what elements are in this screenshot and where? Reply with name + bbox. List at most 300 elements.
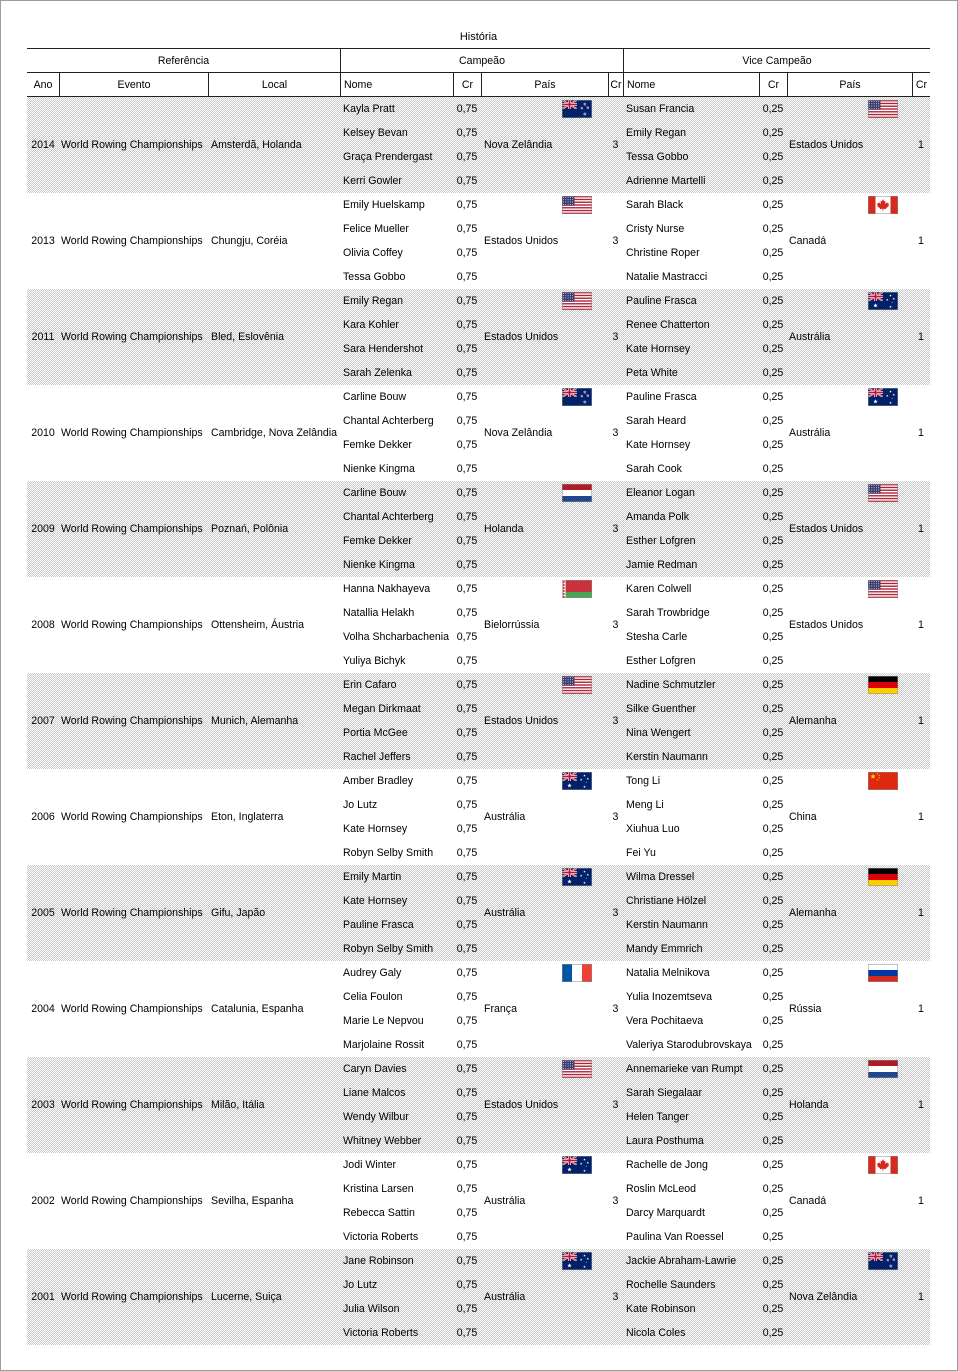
- runner-up-country-cell: [787, 769, 912, 865]
- runner-up-crew-name: Susan Francia: [626, 103, 695, 115]
- runner-up-total-cr: 1: [918, 811, 924, 823]
- champion-country: Austrália: [484, 1195, 526, 1207]
- runner-up-crew-name: Tong Li: [626, 775, 661, 787]
- france-flag-icon: [562, 964, 592, 982]
- runner-up-country-cell: [787, 289, 912, 385]
- champion-crew-name: Whitney Webber: [343, 1135, 422, 1147]
- australia-flag-icon: [868, 388, 898, 406]
- champion-crew-cr: 0,75: [456, 439, 478, 451]
- year-group: [27, 769, 930, 865]
- champion-crew-cr: 0,75: [456, 1063, 478, 1075]
- runner-up-country-cell: [787, 577, 912, 673]
- runner-up-crew-cr: 0,25: [762, 391, 784, 403]
- runner-up-crew-cr: 0,25: [762, 631, 784, 643]
- champion-crew-cr: 0,75: [456, 1255, 478, 1267]
- champion-total-cr: 3: [612, 1003, 619, 1015]
- runner-up-crew-cr: 0,25: [762, 319, 784, 331]
- champion-country-cell: [481, 1153, 608, 1249]
- champion-crew-cr: 0,75: [456, 487, 478, 499]
- runner-up-group-header: Vice Campeão: [623, 49, 930, 72]
- champion-crew-cr: 0,75: [456, 679, 478, 691]
- location-cell: Munich, Alemanha: [211, 715, 299, 727]
- location-cell: Amsterdã, Holanda: [211, 139, 302, 151]
- champion-crew-name: Emily Martin: [343, 871, 402, 883]
- champion-country: Estados Unidos: [484, 1099, 559, 1111]
- runner-up-crew-name: Silke Guenther: [626, 703, 697, 715]
- event-cell: World Rowing Championships: [61, 235, 203, 247]
- champion-country-cell: [481, 961, 608, 1057]
- year-cell: 2002: [31, 1195, 55, 1207]
- champion-country-cell: [481, 193, 608, 289]
- united-states-flag-icon: [868, 100, 898, 118]
- runner-up-crew-cr: 0,25: [762, 655, 784, 667]
- runner-up-crew-cr: 0,25: [762, 1207, 784, 1219]
- header-group-row: [27, 49, 930, 73]
- runner-up-crew-cr: 0,25: [762, 1015, 784, 1027]
- champion-crew-cr: 0,75: [456, 1111, 478, 1123]
- united-states-flag-icon: [868, 580, 898, 598]
- champion-crew-name: Volha Shcharbachenia: [343, 631, 450, 643]
- champion-crew-cr: 0,75: [456, 511, 478, 523]
- runner-up-crew-name: Emily Regan: [626, 127, 687, 139]
- champion-crew-name: Natallia Helakh: [343, 607, 415, 619]
- runner-up-country: Holanda: [789, 1099, 829, 1111]
- runner-up-total-cr-column-header: Cr: [912, 73, 930, 96]
- champion-crew-cr: 0,75: [456, 607, 478, 619]
- champion-crew-name: Portia McGee: [343, 727, 408, 739]
- runner-up-crew-name: Sarah Trowbridge: [626, 607, 710, 619]
- champion-crew-cr: 0,75: [456, 103, 478, 115]
- champion-crew-name: Femke Dekker: [343, 535, 412, 547]
- runner-up-crew-name: Jackie Abraham-Lawrie: [626, 1255, 737, 1267]
- champion-total-cr: 3: [612, 907, 619, 919]
- location-cell: Ottensheim, Áustria: [211, 619, 305, 631]
- champion-crew-cr: 0,75: [456, 1135, 478, 1147]
- runner-up-name-column-header: Nome: [623, 73, 759, 96]
- runner-up-crew-cr: 0,25: [762, 871, 784, 883]
- champion-crew-cr: 0,75: [456, 727, 478, 739]
- champion-crew-name: Megan Dirkmaat: [343, 703, 421, 715]
- runner-up-crew-cr: 0,25: [762, 1111, 784, 1123]
- event-cell: World Rowing Championships: [61, 1291, 203, 1303]
- year-group: [27, 1153, 930, 1249]
- champion-crew-cr: 0,75: [456, 1207, 478, 1219]
- runner-up-crew-cr: 0,25: [762, 487, 784, 499]
- location-cell: Eton, Inglaterra: [211, 811, 284, 823]
- runner-up-crew-name: Nicola Coles: [626, 1327, 686, 1339]
- champion-crew-cr: 0,75: [456, 1327, 478, 1339]
- champion-crew-name: Celia Foulon: [343, 991, 403, 1003]
- champion-total-cr: 3: [612, 523, 619, 535]
- champion-country-cell: [481, 97, 608, 193]
- champion-country-cell: [481, 769, 608, 865]
- champion-total-cr-column-header: Cr: [608, 73, 623, 96]
- champion-crew-cr: 0,75: [456, 1015, 478, 1027]
- location-cell: Sevilha, Espanha: [211, 1195, 294, 1207]
- runner-up-crew-cr: 0,25: [762, 127, 784, 139]
- event-cell: World Rowing Championships: [61, 427, 203, 439]
- event-cell: World Rowing Championships: [61, 715, 203, 727]
- runner-up-crew-cr: 0,25: [762, 775, 784, 787]
- china-flag-icon: [868, 772, 898, 790]
- champion-country-cell: [481, 481, 608, 577]
- year-cell: 2008: [31, 619, 55, 631]
- champion-crew-cr: 0,75: [456, 775, 478, 787]
- runner-up-crew-cr: 0,25: [762, 343, 784, 355]
- runner-up-crew-name: Helen Tanger: [626, 1111, 689, 1123]
- new-zealand-flag-icon: [562, 100, 592, 118]
- champion-country: Austrália: [484, 811, 526, 823]
- champion-country: Holanda: [484, 523, 524, 535]
- runner-up-crew-cr: 0,25: [762, 367, 784, 379]
- champion-crew-name: Carline Bouw: [343, 487, 407, 499]
- event-cell: World Rowing Championships: [61, 1195, 203, 1207]
- runner-up-country: Alemanha: [789, 715, 837, 727]
- champion-crew-name: Chantal Achterberg: [343, 415, 434, 427]
- runner-up-crew-name: Amanda Polk: [626, 511, 690, 523]
- champion-crew-cr: 0,75: [456, 535, 478, 547]
- champion-crew-name: Kelsey Bevan: [343, 127, 408, 139]
- runner-up-crew-name: Roslin McLeod: [626, 1183, 697, 1195]
- champion-crew-name: Marie Le Nepvou: [343, 1015, 424, 1027]
- champion-crew-cr: 0,75: [456, 367, 478, 379]
- year-cell: 2006: [31, 811, 55, 823]
- runner-up-total-cr: 1: [918, 715, 924, 727]
- runner-up-crew-cr: 0,25: [762, 559, 784, 571]
- champion-crew-cr: 0,75: [456, 871, 478, 883]
- runner-up-crew-cr: 0,25: [762, 823, 784, 835]
- champion-crew-cr: 0,75: [456, 895, 478, 907]
- runner-up-crew-cr: 0,25: [762, 415, 784, 427]
- location-column-header: Local: [208, 73, 340, 96]
- champion-country: Bielorrússia: [484, 619, 540, 631]
- runner-up-country-cell: [787, 865, 912, 961]
- location-cell: Bled, Eslovênia: [211, 331, 285, 343]
- runner-up-crew-name: Vera Pochitaeva: [626, 1015, 704, 1027]
- champion-total-cr: 3: [612, 1195, 619, 1207]
- champion-crew-cr: 0,75: [456, 1087, 478, 1099]
- runner-up-crew-name: Esther Lofgren: [626, 655, 696, 667]
- runner-up-crew-name: Mandy Emmrich: [626, 943, 703, 955]
- reference-group-header: Referência: [157, 54, 210, 67]
- location-cell: Chungju, Coréia: [211, 235, 288, 247]
- year-group: [27, 97, 930, 193]
- runner-up-country: China: [789, 811, 817, 823]
- runner-up-crew-cr: 0,25: [762, 607, 784, 619]
- champion-total-cr: 3: [612, 1291, 619, 1303]
- champion-crew-name: Julia Wilson: [343, 1303, 400, 1315]
- united-states-flag-icon: [868, 484, 898, 502]
- champion-crew-cr: 0,75: [456, 967, 478, 979]
- runner-up-country-cell: [787, 97, 912, 193]
- runner-up-crew-name: Yulia Inozemtseva: [626, 991, 712, 1003]
- champion-crew-cr: 0,75: [456, 823, 478, 835]
- champion-crew-cr: 0,75: [456, 175, 478, 187]
- champion-country: Nova Zelândia: [484, 427, 553, 439]
- runner-up-crew-cr: 0,25: [762, 535, 784, 547]
- united-states-flag-icon: [562, 1060, 592, 1078]
- champion-country: Austrália: [484, 907, 526, 919]
- runner-up-crew-name: Karen Colwell: [626, 583, 692, 595]
- runner-up-crew-name: Pauline Frasca: [626, 391, 697, 403]
- runner-up-crew-name: Christine Roper: [626, 247, 700, 259]
- champion-crew-name: Robyn Selby Smith: [343, 943, 434, 955]
- year-group: [27, 481, 930, 577]
- champion-crew-name: Liane Malcos: [343, 1087, 406, 1099]
- location-cell: Gifu, Japão: [211, 907, 266, 919]
- event-cell: World Rowing Championships: [61, 331, 203, 343]
- runner-up-crew-cr: 0,25: [762, 1327, 784, 1339]
- champion-total-cr: 3: [612, 139, 619, 151]
- runner-up-crew-cr: 0,25: [762, 295, 784, 307]
- champion-crew-cr: 0,75: [456, 223, 478, 235]
- new-zealand-flag-icon: [868, 1252, 898, 1270]
- champion-crew-name: Nienke Kingma: [343, 559, 415, 571]
- year-cell: 2007: [31, 715, 55, 727]
- champion-crew-name: Tessa Gobbo: [343, 271, 406, 283]
- runner-up-country: Canadá: [789, 235, 827, 247]
- runner-up-crew-cr: 0,25: [762, 943, 784, 955]
- runner-up-crew-cr: 0,25: [762, 1159, 784, 1171]
- year-cell: 2003: [31, 1099, 55, 1111]
- champion-crew-name: Felice Mueller: [343, 223, 409, 235]
- champion-country: Nova Zelândia: [484, 139, 553, 151]
- champion-crew-cr: 0,75: [456, 343, 478, 355]
- champion-crew-name: Victoria Roberts: [343, 1231, 419, 1243]
- year-group: [27, 673, 930, 769]
- champion-total-cr: 3: [612, 619, 619, 631]
- runner-up-total-cr: 1: [918, 907, 924, 919]
- runner-up-crew-name: Sarah Cook: [626, 463, 682, 475]
- champion-country: Estados Unidos: [484, 331, 559, 343]
- runner-up-crew-name: Kerstin Naumann: [626, 751, 708, 763]
- champion-total-cr: 3: [612, 331, 619, 343]
- champion-crew-name: Kara Kohler: [343, 319, 399, 331]
- runner-up-crew-cr: 0,25: [762, 439, 784, 451]
- champion-crew-cr: 0,75: [456, 1039, 478, 1051]
- event-cell: World Rowing Championships: [61, 619, 203, 631]
- champion-crew-name: Kate Hornsey: [343, 823, 408, 835]
- champion-crew-name: Erin Cafaro: [343, 679, 397, 691]
- year-column-header: Ano: [33, 78, 53, 91]
- location-cell: Cambridge, Nova Zelândia: [211, 427, 338, 439]
- runner-up-crew-name: Kate Robinson: [626, 1303, 696, 1315]
- australia-flag-icon: [562, 1156, 592, 1174]
- event-column-header: Evento: [59, 73, 208, 96]
- champion-crew-name: Caryn Davies: [343, 1063, 407, 1075]
- champion-crew-name: Chantal Achterberg: [343, 511, 434, 523]
- champion-crew-name: Carline Bouw: [343, 391, 407, 403]
- runner-up-total-cr: 1: [918, 1003, 924, 1015]
- runner-up-crew-cr: 0,25: [762, 679, 784, 691]
- event-cell: World Rowing Championships: [61, 1003, 203, 1015]
- netherlands-flag-icon: [868, 1060, 898, 1078]
- runner-up-crew-cr: 0,25: [762, 511, 784, 523]
- champion-crew-name: Jo Lutz: [343, 1279, 378, 1291]
- runner-up-crew-name: Rachelle de Jong: [626, 1159, 708, 1171]
- champion-crew-name: Olivia Coffey: [343, 247, 403, 259]
- event-cell: World Rowing Championships: [61, 811, 203, 823]
- russia-flag-icon: [868, 964, 898, 982]
- year-cell: 2009: [31, 523, 55, 535]
- champion-country-cell: [481, 385, 608, 481]
- new-zealand-flag-icon: [562, 388, 592, 406]
- champion-crew-cr: 0,75: [456, 847, 478, 859]
- table-header: [27, 48, 930, 97]
- year-cell: 2014: [31, 139, 55, 151]
- runner-up-crew-cr: 0,25: [762, 1183, 784, 1195]
- champion-country-column-header: País: [481, 73, 608, 96]
- champion-crew-name: Amber Bradley: [343, 775, 414, 787]
- runner-up-crew-name: Christiane Hölzel: [626, 895, 707, 907]
- runner-up-crew-cr: 0,25: [762, 247, 784, 259]
- canada-flag-icon: [868, 1156, 898, 1174]
- champion-total-cr: 3: [612, 427, 619, 439]
- runner-up-country-cell: [787, 961, 912, 1057]
- year-cell: 2010: [31, 427, 55, 439]
- runner-up-crew-name: Darcy Marquardt: [626, 1207, 705, 1219]
- champion-crew-name: Kate Hornsey: [343, 895, 408, 907]
- champion-country: Estados Unidos: [484, 235, 559, 247]
- runner-up-crew-cr: 0,25: [762, 1255, 784, 1267]
- runner-up-total-cr: 1: [918, 331, 924, 343]
- runner-up-crew-cr: 0,25: [762, 751, 784, 763]
- runner-up-crew-cr: 0,25: [762, 583, 784, 595]
- champion-crew-name: Jane Robinson: [343, 1255, 414, 1267]
- runner-up-crew-cr: 0,25: [762, 1279, 784, 1291]
- runner-up-country: Canadá: [789, 1195, 827, 1207]
- champion-crew-name: Emily Regan: [343, 295, 404, 307]
- runner-up-total-cr: 1: [918, 1195, 924, 1207]
- champion-crew-cr: 0,75: [456, 199, 478, 211]
- year-group: [27, 289, 930, 385]
- runner-up-crew-name: Meng Li: [626, 799, 664, 811]
- champion-crew-name: Robyn Selby Smith: [343, 847, 434, 859]
- champion-crew-cr: 0,75: [456, 799, 478, 811]
- runner-up-country: Nova Zelândia: [789, 1291, 858, 1303]
- runner-up-crew-name: Cristy Nurse: [626, 223, 685, 235]
- champion-country-cell: [481, 865, 608, 961]
- champion-country: Estados Unidos: [484, 715, 559, 727]
- runner-up-crew-cr: 0,25: [762, 895, 784, 907]
- event-cell: World Rowing Championships: [61, 1099, 203, 1111]
- runner-up-crew-cr: 0,25: [762, 967, 784, 979]
- runner-up-crew-cr: 0,25: [762, 1231, 784, 1243]
- location-cell: Poznań, Polônia: [211, 523, 289, 535]
- runner-up-crew-name: Rochelle Saunders: [626, 1279, 716, 1291]
- runner-up-country: Estados Unidos: [789, 523, 864, 535]
- runner-up-crew-cr: 0,25: [762, 1087, 784, 1099]
- champion-crew-cr: 0,75: [456, 1231, 478, 1243]
- runner-up-crew-cr: 0,25: [762, 727, 784, 739]
- champion-crew-name: Graça Prendergast: [343, 151, 433, 163]
- runner-up-crew-name: Kate Hornsey: [626, 439, 691, 451]
- runner-up-country-cell: [787, 1057, 912, 1153]
- runner-up-crew-cr: 0,25: [762, 103, 784, 115]
- champion-crew-name: Kayla Pratt: [343, 103, 395, 115]
- runner-up-crew-cr: 0,25: [762, 991, 784, 1003]
- champion-crew-cr: 0,75: [456, 919, 478, 931]
- champion-crew-name: Jodi Winter: [343, 1159, 396, 1171]
- united-states-flag-icon: [562, 196, 592, 214]
- year-group: [27, 961, 930, 1057]
- year-group: [27, 1057, 930, 1153]
- champion-crew-cr: 0,75: [456, 271, 478, 283]
- runner-up-crew-cr: 0,25: [762, 175, 784, 187]
- champion-country-cell: [481, 1249, 608, 1345]
- runner-up-crew-cr: 0,25: [762, 1303, 784, 1315]
- runner-up-country: Estados Unidos: [789, 139, 864, 151]
- year-cell: 2004: [31, 1003, 55, 1015]
- year-cell: 2001: [31, 1291, 55, 1303]
- champion-crew-cr: 0,75: [456, 391, 478, 403]
- runner-up-crew-name: Pauline Frasca: [626, 295, 697, 307]
- champion-crew-name: Pauline Frasca: [343, 919, 414, 931]
- runner-up-crew-name: Nina Wengert: [626, 727, 691, 739]
- champion-crew-name: Sara Hendershot: [343, 343, 424, 355]
- champion-name-column-header: Nome: [340, 73, 453, 96]
- champion-crew-name: Emily Huelskamp: [343, 199, 425, 211]
- year-group: [27, 385, 930, 481]
- runner-up-country-cell: [787, 673, 912, 769]
- runner-up-crew-cr: 0,25: [762, 703, 784, 715]
- australia-flag-icon: [562, 1252, 592, 1270]
- location-cell: Lucerne, Suiça: [211, 1291, 282, 1303]
- runner-up-total-cr: 1: [918, 235, 924, 247]
- runner-up-total-cr: 1: [918, 1099, 924, 1111]
- runner-up-country-cell: [787, 481, 912, 577]
- champion-group-header: Campeão: [340, 49, 623, 72]
- champion-crew-cr: 0,75: [456, 1279, 478, 1291]
- champion-crew-name: Jo Lutz: [343, 799, 378, 811]
- champion-crew-cr: 0,75: [456, 583, 478, 595]
- runner-up-crew-cr: 0,25: [762, 799, 784, 811]
- runner-up-crew-name: Paulina Van Roessel: [626, 1231, 724, 1243]
- year-group: [27, 865, 930, 961]
- australia-flag-icon: [868, 292, 898, 310]
- champion-crew-name: Rachel Jeffers: [343, 751, 411, 763]
- champion-crew-cr: 0,75: [456, 943, 478, 955]
- year-group: [27, 577, 930, 673]
- champion-country: França: [484, 1003, 517, 1015]
- champion-total-cr: 3: [612, 235, 619, 247]
- champion-crew-name: Victoria Roberts: [343, 1327, 419, 1339]
- champion-cr-column-header: Cr: [453, 73, 481, 96]
- runner-up-crew-name: Natalia Melnikova: [626, 967, 710, 979]
- runner-up-cr-column-header: Cr: [759, 73, 787, 96]
- year-group: [27, 1249, 930, 1345]
- runner-up-country: Austrália: [789, 427, 831, 439]
- runner-up-crew-name: Fei Yu: [626, 847, 656, 859]
- runner-up-total-cr: 1: [918, 139, 924, 151]
- runner-up-country-cell: [787, 385, 912, 481]
- champion-country-cell: [481, 1057, 608, 1153]
- runner-up-crew-cr: 0,25: [762, 151, 784, 163]
- history-table-body: [27, 97, 930, 1345]
- champion-crew-cr: 0,75: [456, 991, 478, 1003]
- champion-crew-cr: 0,75: [456, 295, 478, 307]
- champion-crew-name: Kristina Larsen: [343, 1183, 414, 1195]
- united-states-flag-icon: [562, 292, 592, 310]
- runner-up-crew-name: Adrienne Martelli: [626, 175, 706, 187]
- location-cell: Milão, Itália: [211, 1099, 265, 1111]
- champion-country-cell: [481, 577, 608, 673]
- champion-crew-cr: 0,75: [456, 751, 478, 763]
- champion-crew-cr: 0,75: [456, 1303, 478, 1315]
- runner-up-total-cr: 1: [918, 1291, 924, 1303]
- runner-up-crew-name: Stesha Carle: [626, 631, 688, 643]
- year-cell: 2011: [31, 331, 55, 343]
